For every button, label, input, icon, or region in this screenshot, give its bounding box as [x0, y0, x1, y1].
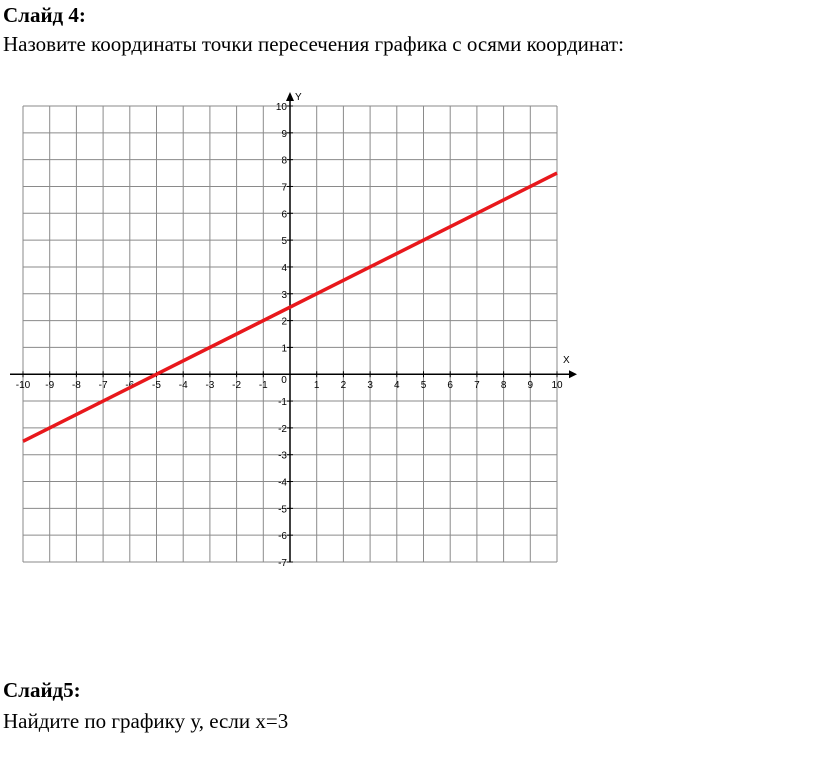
x-tick-label: -6 — [125, 380, 135, 392]
y-tick-label: -4 — [278, 477, 287, 489]
x-tick-label: 6 — [447, 380, 453, 392]
x-tick-label: 0 — [281, 375, 287, 387]
x-tick-label: -3 — [205, 380, 215, 392]
x-tick-label: -5 — [152, 380, 161, 392]
x-tick-label: 3 — [367, 380, 373, 392]
x-tick-label: 8 — [500, 380, 507, 392]
y-tick-label: 7 — [281, 182, 287, 194]
y-tick-label: 4 — [281, 262, 287, 274]
x-tick-label: -8 — [71, 380, 81, 392]
y-tick-label: 6 — [281, 209, 287, 221]
y-tick-label: -6 — [278, 531, 287, 543]
x-tick-label: -1 — [258, 380, 268, 392]
x-tick-label: -4 — [178, 380, 188, 392]
y-axis-name: Y — [295, 92, 302, 103]
x-tick-label: 2 — [340, 380, 347, 392]
x-tick-label: -7 — [98, 380, 108, 392]
x-axis-name: X — [563, 355, 570, 367]
x-tick-label: 9 — [527, 380, 534, 392]
y-tick-label: -1 — [278, 397, 287, 409]
tick-labels — [16, 92, 570, 569]
y-tick-label: -7 — [278, 558, 287, 569]
x-tick-label: -9 — [45, 380, 55, 392]
x-tick-label: 4 — [394, 380, 400, 392]
x-tick-label: 1 — [313, 380, 320, 392]
y-tick-label: 2 — [281, 316, 287, 328]
y-tick-label: 9 — [281, 128, 287, 140]
y-tick-label: 10 — [275, 102, 287, 113]
y-tick-label: 3 — [281, 289, 287, 301]
y-tick-label: 5 — [281, 236, 287, 248]
y-tick-label: -3 — [278, 450, 287, 462]
x-tick-label: -2 — [232, 380, 242, 392]
x-tick-label: 5 — [420, 380, 427, 392]
coordinate-plane-chart — [0, 85, 600, 575]
slide4-heading: Слайд 4: — [3, 3, 86, 27]
y-tick-label: 8 — [281, 155, 287, 167]
slide5-question: Найдите по графику у, если х=3 — [3, 709, 289, 733]
y-tick-label: -2 — [278, 423, 287, 435]
x-axis-arrow — [569, 370, 577, 378]
axes — [10, 92, 577, 562]
x-tick-label: -10 — [15, 380, 31, 392]
slide5-heading: Слайд5: — [3, 678, 81, 702]
x-tick-label: 10 — [551, 380, 563, 392]
x-tick-label: 7 — [474, 380, 480, 392]
slide4-question: Назовите координаты точки пересечения графика с осями координат: — [3, 32, 624, 56]
y-tick-label: -5 — [278, 504, 287, 516]
y-axis-arrow — [286, 92, 294, 101]
y-tick-label: 1 — [281, 343, 287, 355]
